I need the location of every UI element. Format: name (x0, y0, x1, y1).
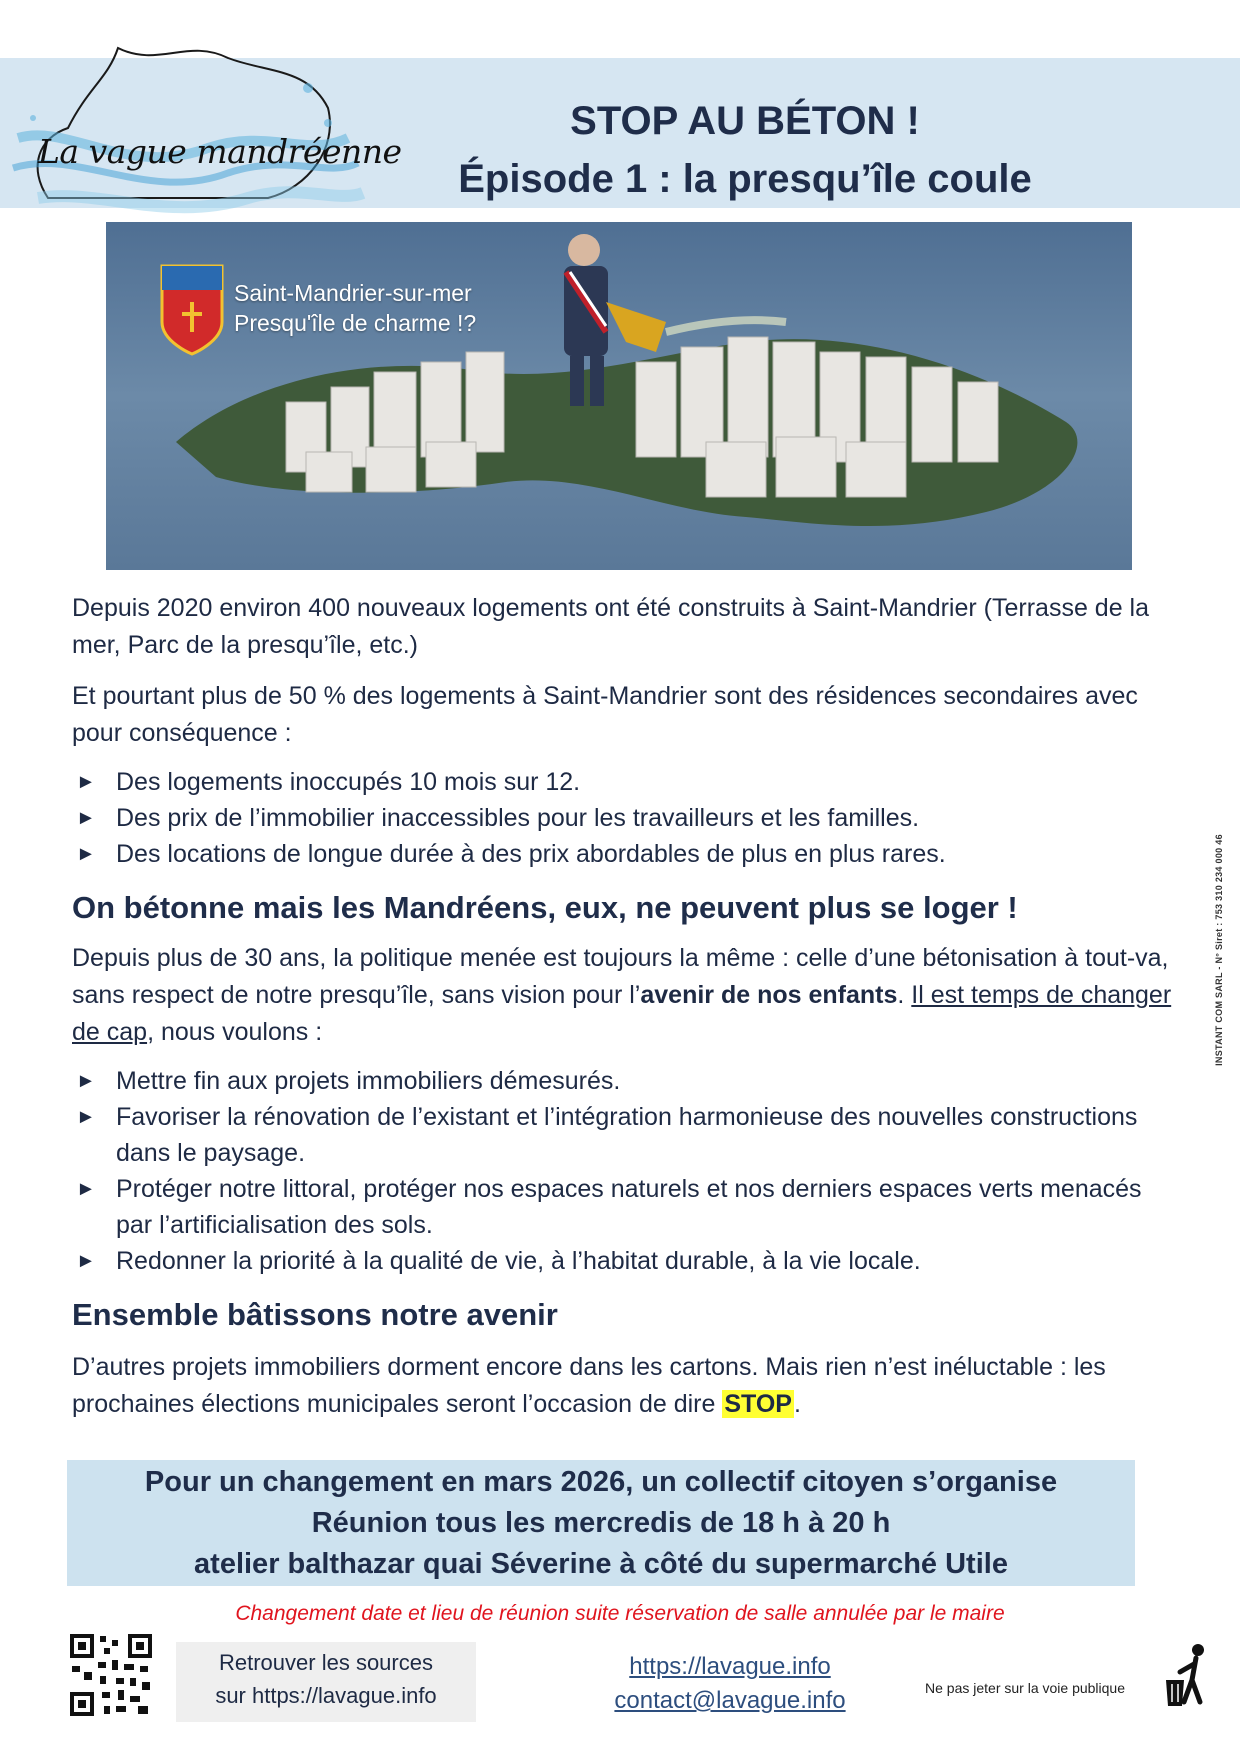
list-item: ► Mettre fin aux projets immobiliers démesurés. (72, 1063, 1182, 1099)
title-line-1: STOP AU BÉTON ! (570, 99, 920, 143)
peninsula-illustration (106, 222, 1132, 570)
logo (8, 28, 402, 228)
page-title (380, 92, 1110, 208)
printer-imprint (1212, 800, 1226, 1100)
email-link[interactable]: contact@lavague.info (614, 1687, 846, 1714)
list-item: ► Des logements inoccupés 10 mois sur 12. (72, 764, 1182, 800)
wave-splash-icon (8, 28, 368, 228)
triangle-right-icon: ► (76, 843, 96, 865)
change-notice: Changement date et lieu de réunion suite réservation de salle annulée par le maire (235, 1602, 1005, 1625)
triangle-right-icon: ► (76, 807, 96, 829)
policy-paragraph: Depuis plus de 30 ans, la politique menée est toujours la même : celle d’une bétonisation à tout-va, sans respect de notre presqu’île, sans vision pour l’avenir de nos enfants. Il est temps de changer de cap, nous voulons : (72, 944, 1172, 1046)
section-heading-future: Ensemble bâtissons notre avenir (72, 1297, 558, 1332)
list-item: ► Redonner la priorité à la qualité de vie, à l’habitat durable, à la vie locale. (72, 1243, 1182, 1279)
underlined-phrase: Il est temps de changer de cap (72, 981, 1172, 1046)
qr-code-icon[interactable] (68, 1632, 154, 1718)
list-item: ► Protéger notre littoral, protéger nos espaces naturels et nos derniers espaces verts menacés par l’artificialisation des sols. (72, 1171, 1182, 1243)
intro-paragraph-1: Depuis 2020 environ 400 nouveaux logements ont été construits à Saint-Mandrier (Terrasse de la mer, Parc de la presqu’île, etc.) (72, 594, 1150, 659)
callout-line-2: Réunion tous les mercredis de 18 h à 20 h (311, 1507, 891, 1539)
triangle-right-icon: ► (76, 1178, 96, 1200)
callout-line-1: Pour un changement en mars 2026, un collectif citoyen s’organise (144, 1466, 1058, 1498)
triangle-right-icon: ► (76, 771, 96, 793)
no-litter-text: Ne pas jeter sur la voie publique (925, 1680, 1126, 1696)
website-link[interactable]: https://lavague.info (629, 1653, 831, 1680)
hero-caption-line-1: Saint-Mandrier-sur-mer (234, 280, 472, 306)
coat-of-arms-icon (162, 266, 222, 354)
contact-links (580, 1650, 880, 1718)
demands-list (72, 1063, 1182, 1279)
stop-highlight: STOP (724, 1390, 792, 1418)
logo-text: La vague mandréenne (38, 132, 402, 171)
callout-line-3: atelier balthazar quai Séverine à côté du supermarché Utile (194, 1548, 1008, 1580)
intro-paragraph-2: Et pourtant plus de 50 % des logements à Saint-Mandrier sont des résidences secondaires avec pour conséquence : (72, 682, 1138, 747)
trash-bin-icon (1162, 1642, 1218, 1712)
bold-phrase: avenir de nos enfants (640, 981, 898, 1009)
sources-line-2: sur https://lavague.info (215, 1683, 437, 1708)
main-content (72, 590, 1182, 1423)
list-item: ► Favoriser la rénovation de l’existant et l’intégration harmonieuse des nouvelles constructions dans le paysage. (72, 1099, 1182, 1171)
hero-caption (234, 278, 476, 338)
list-item: ► Des locations de longue durée à des prix abordables de plus en plus rares. (72, 836, 1182, 872)
triangle-right-icon: ► (76, 1070, 96, 1092)
list-item: ► Des prix de l’immobilier inaccessibles pour les travailleurs et les familles. (72, 800, 1182, 836)
hero-image (106, 222, 1132, 570)
hero-caption-line-2: Presqu'île de charme !? (234, 310, 477, 336)
section-heading-housing: On bétonne mais les Mandréens, eux, ne peuvent plus se loger ! (72, 890, 1018, 925)
sources-box (176, 1642, 476, 1722)
elections-paragraph: D’autres projets immobiliers dorment encore dans les cartons. Mais rien n’est inéluctable : les prochaines élections municipales seront l’occasion de dire STOP. (72, 1353, 1106, 1418)
triangle-right-icon: ► (76, 1250, 96, 1272)
printer-imprint-text: INSTANT COM SARL - N° Siret : 753 310 234 000 46 (1214, 834, 1224, 1066)
meeting-callout (67, 1460, 1135, 1586)
title-line-2: Épisode 1 : la presqu’île coule (458, 157, 1032, 201)
consequence-list (72, 764, 1182, 872)
triangle-right-icon: ► (76, 1106, 96, 1128)
sources-line-1: Retrouver les sources (219, 1650, 433, 1675)
